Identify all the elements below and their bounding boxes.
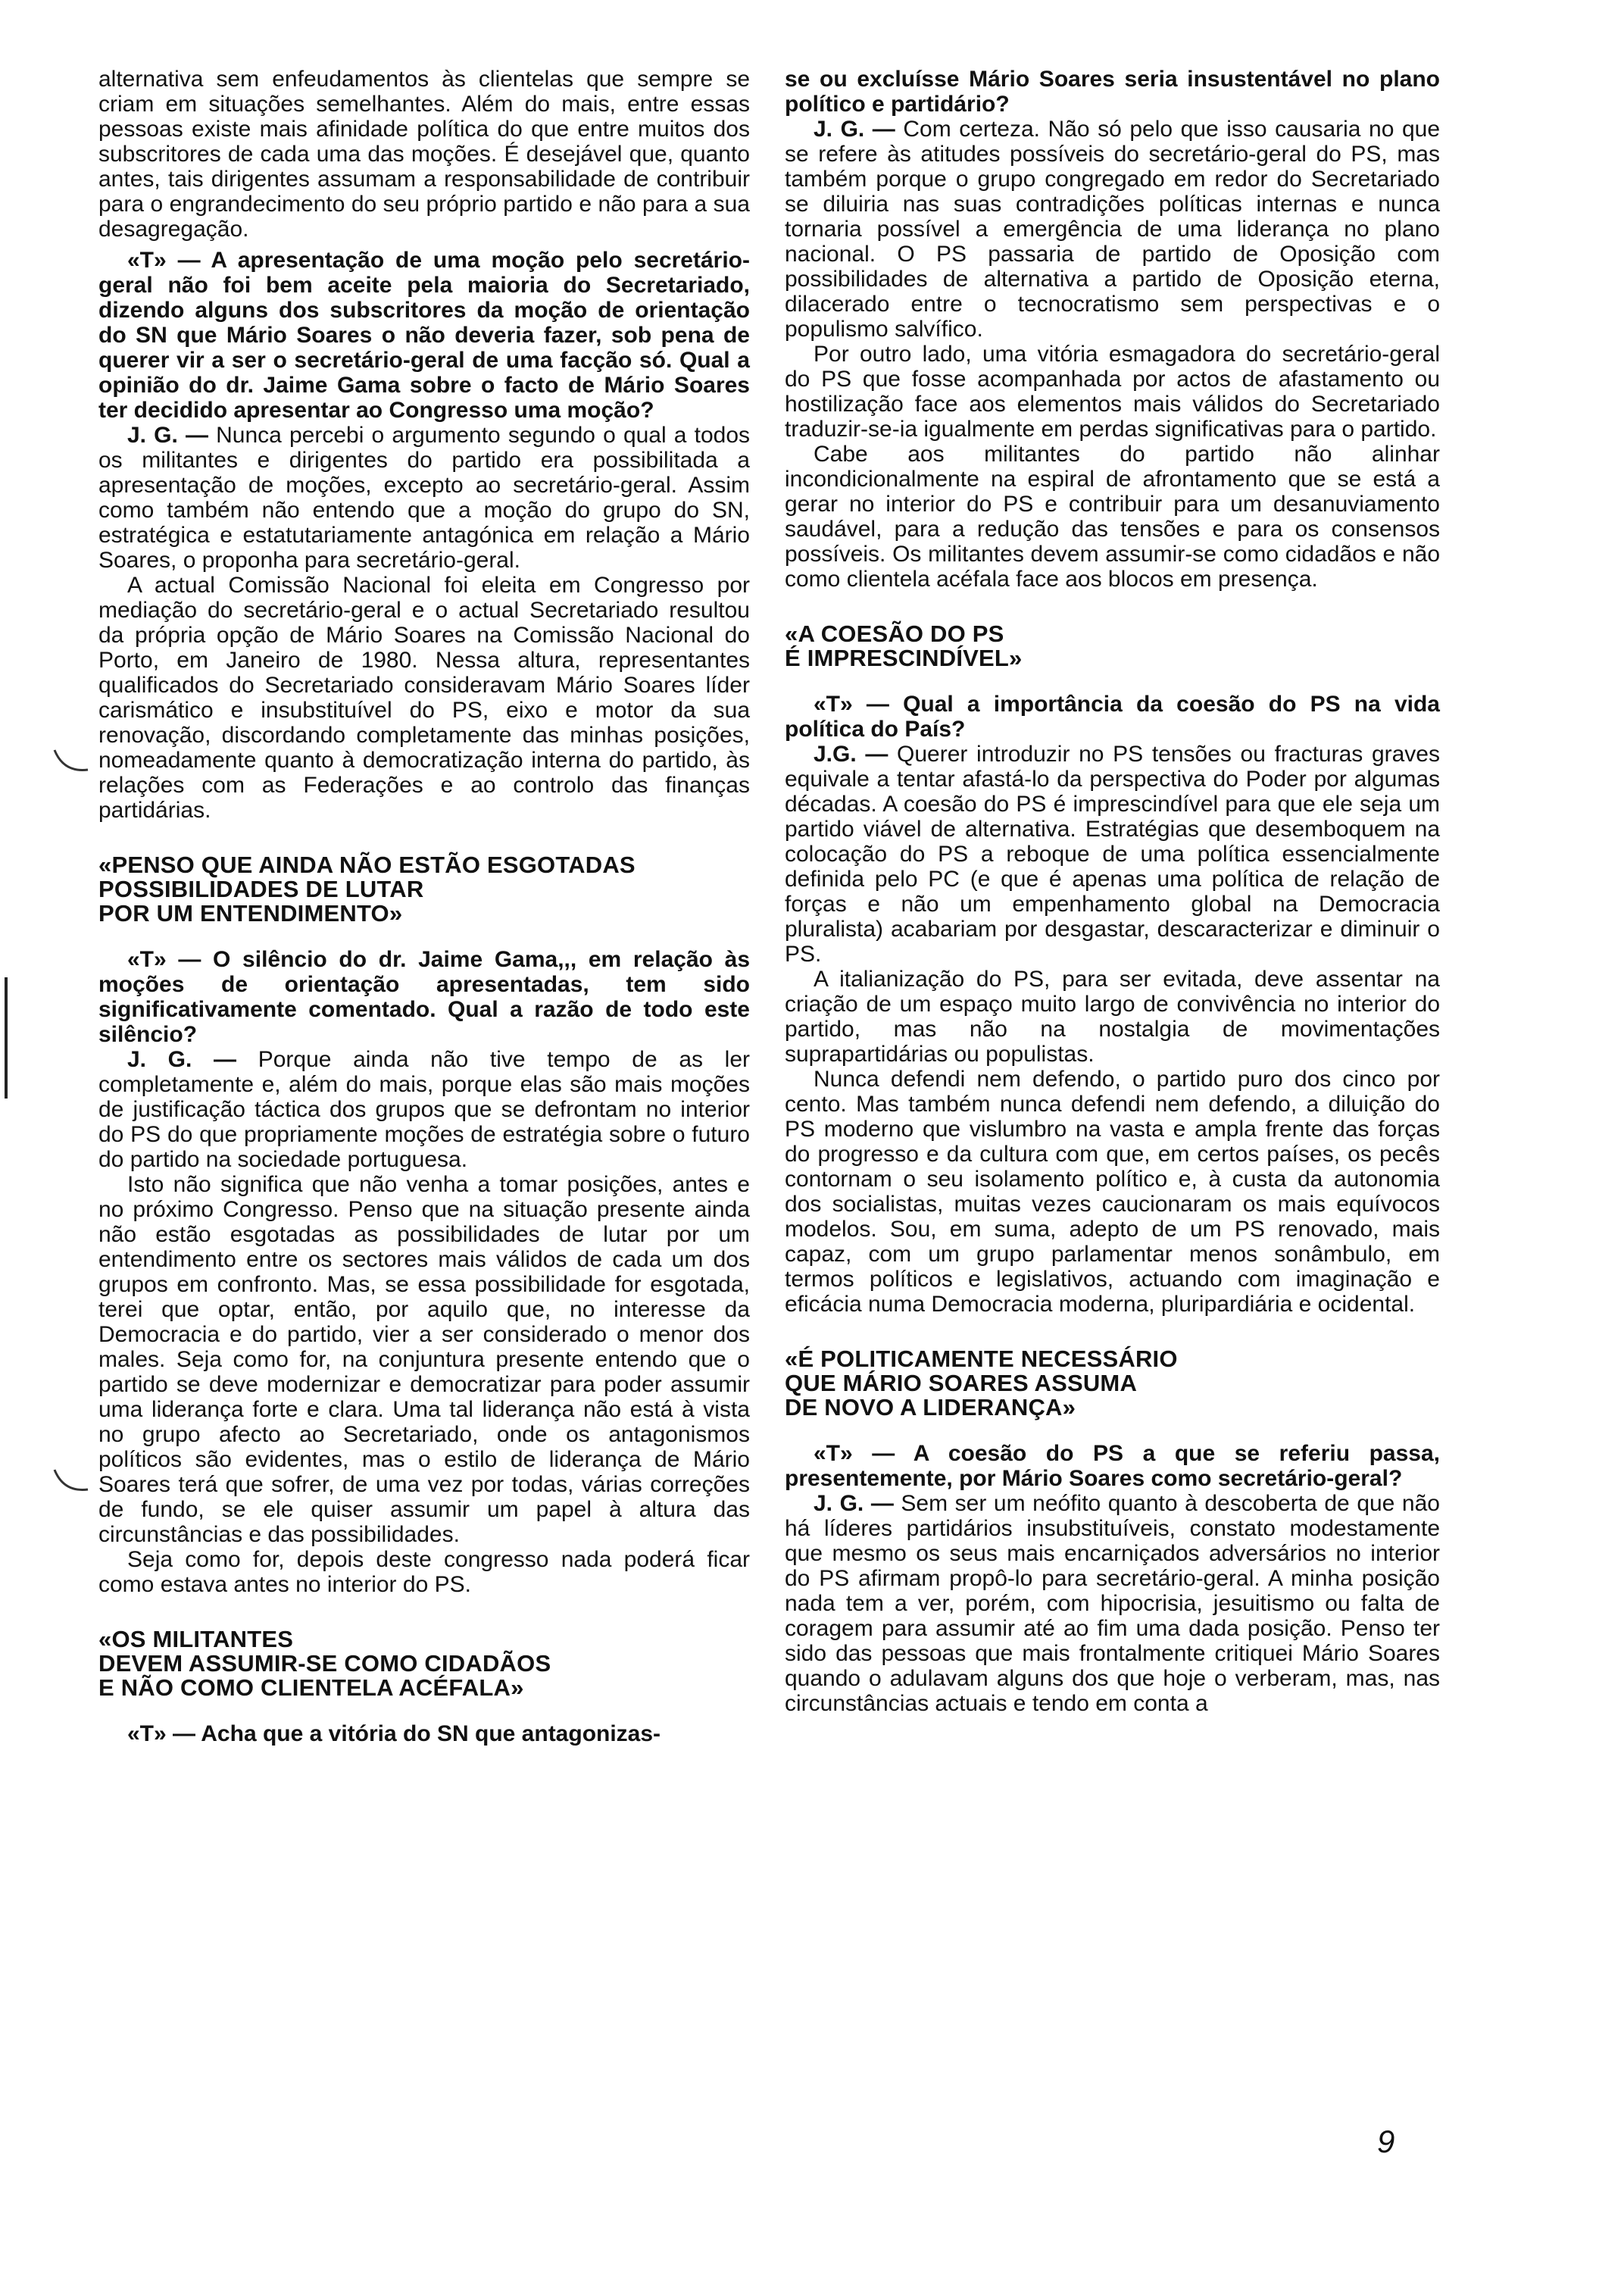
section-heading <box>98 1627 750 1700</box>
speaker-label: J. G. — <box>814 1491 894 1516</box>
section-heading <box>98 853 750 926</box>
heading-line: «A COESÃO DO PS <box>785 620 1004 647</box>
speaker-label: J. G. — <box>127 1047 237 1072</box>
paragraph: Isto não significa que não venha a tomar posições, antes e no próximo Congresso. Penso que na situação presente ainda não estão esgotadas as possibilidades de lutar por um entendimento entre os sectores mais válidos de cada um dos grupos em confronto. Mas, se essa possibilidade for esgotada, terei que optar, então, por aquilo que, no interesse da Democracia e do partido, vier a ser considerado o menor dos males. Seja como for, na conjuntura presente entendo que o partido se deve modernizar e democratizar para poder assumir uma liderança forte e clara. Uma tal liderança não está à vista no grupo afecto ao Secretariado, onde os antagonismos políticos são evidentes, mas o estilo de liderança de Mário Soares terá que sofrer, de uma vez por todas, várias correções de fundo, se ele quiser assumir um papel à altura das circunstâncias e das possibilidades. <box>98 1172 750 1547</box>
heading-line: DE NOVO A LIDERANÇA» <box>785 1394 1076 1421</box>
question-prefix: «T» — <box>127 947 201 972</box>
paragraph: Por outro lado, uma vitória esmagadora do secretário-geral do PS que fosse acompanhada por actos de afastamento ou hostilização face aos elementos mais válidos do Secretariado traduzir-se-ia igualmente em perdas significativas para o partido. <box>785 342 1440 442</box>
paragraph: Cabe aos militantes do partido não alinhar incondicionalmente na espiral de afrontamento que se está a gerar no interior do PS e contribuir para um desanuviamento saudável, para a redução das tensões e para os consensos possíveis. Os militantes devem assumir-se como cidadãos e não como clientela acéfala face aos blocos em presença. <box>785 442 1440 592</box>
binding-hole-mark <box>48 742 94 788</box>
paragraph: Seja como for, depois deste congresso nada poderá ficar como estava antes no interior do PS. <box>98 1547 750 1597</box>
question <box>98 1721 750 1746</box>
question <box>98 248 750 423</box>
right-column <box>785 67 1440 1716</box>
paragraph: A italianização do PS, para ser evitada, deve assentar na criação de um espaço muito largo de convivência no interior do partido, mas não na nostalgia de movimentações suprapartidárias ou populistas. <box>785 967 1440 1067</box>
answer <box>785 1491 1440 1716</box>
heading-line: «OS MILITANTES <box>98 1626 294 1652</box>
answer-text: Sem ser um neófito quanto à descoberta de que não há líderes partidários insubstituíveis, constato modestamente que mesmo os seus mais encarniçados adversários no interior do PS afirmam propô-lo para secretário-geral. A minha posição nada tem a ver, porém, com hipocrisia, jesuitismo ou falta de coragem para assumir até ao fim uma dada posição. Penso ter sido das pessoas que mais frontalmente critiquei Mário Soares quando o adulavam alguns dos que hoje o verberam, mas, nas circunstâncias actuais e tendo em conta a <box>785 1491 1440 1716</box>
answer <box>785 742 1440 967</box>
heading-line: QUE MÁRIO SOARES ASSUMA <box>785 1370 1138 1396</box>
heading-line: «PENSO QUE AINDA NÃO ESTÃO ESGOTADAS <box>98 852 636 878</box>
speaker-label: J. G. — <box>814 117 895 142</box>
heading-line: DEVEM ASSUMIR-SE COMO CIDADÃOS <box>98 1650 551 1677</box>
answer-text: Querer introduzir no PS tensões ou fracturas graves equivale a tentar afastá-lo da perspectiva do Poder por algumas décadas. A coesão do PS é imprescindível para que ele seja um partido viável de alternativa. Estratégias que desemboquem na colocação do PS a reboque de uma política essencialmente definida pelo PC (e que é apenas uma política de relação de forças e não um empenhamento global na Democracia pluralista) acabariam por desgastar, descaracterizar e diminuir o PS. <box>785 742 1440 967</box>
question-text: Acha que a vitória do SN que antagonizas- <box>201 1721 661 1746</box>
question-text: O silêncio do dr. Jaime Gama,,, em relação às moções de orientação apresentadas, tem sido significativamente comentado. Qual a razão de todo este silêncio? <box>98 947 750 1047</box>
paragraph: Nunca defendi nem defendo, o partido puro dos cinco por cento. Mas também nunca defendi nem defendo, a diluição do PS moderno que vislumbro na vasta e ampla frente das forças do progresso e da cultura com que, em certos países, os pecês contornam o seu isolamento político e, à custa da autonomia dos socialistas, muitas vezes caucionaram os mais equívocos modelos. Sou, em suma, adepto de um PS renovado, mais capaz, com um grupo parlamentar menos sonâmbulo, em termos políticos e legislativos, actuando com imaginação e eficácia numa Democracia moderna, pluripardiária e ocidental. <box>785 1067 1440 1317</box>
heading-line: POR UM ENTENDIMENTO» <box>98 900 403 927</box>
question <box>785 692 1440 742</box>
question-text: Qual a importância da coesão do PS na vida política do País? <box>785 692 1440 742</box>
heading-line: É IMPRESCINDÍVEL» <box>785 645 1023 671</box>
answer <box>98 1047 750 1172</box>
heading-line: POSSIBILIDADES DE LUTAR <box>98 876 424 902</box>
edge-scan-mark <box>3 977 11 1099</box>
question <box>785 1441 1440 1491</box>
answer <box>785 117 1440 342</box>
speaker-label: J. G. — <box>127 423 208 448</box>
answer <box>98 423 750 573</box>
question-text: A apresentação de uma moção pelo secretário-geral não foi bem aceite pela maioria do Secretariado, dizendo alguns dos subscritores da moção de orientação do SN que Mário Soares o não deveria fazer, sob pena de querer vir a ser o secretário-geral de uma facção só. Qual a opinião do dr. Jaime Gama sobre o facto de Mário Soares ter decidido apresentar ao Congresso uma moção? <box>98 248 750 423</box>
question-text: A coesão do PS a que se referiu passa, presentemente, por Mário Soares como secretário-geral? <box>785 1441 1440 1491</box>
section-heading <box>785 1347 1440 1420</box>
question-prefix: «T» — <box>127 248 201 273</box>
question-continuation: se ou excluísse Mário Soares seria insustentável no plano político e partidário? <box>785 67 1440 117</box>
heading-line: «É POLITICAMENTE NECESSÁRIO <box>785 1346 1178 1372</box>
question-prefix: «T» — <box>814 692 889 717</box>
page-number: 9 <box>1377 2124 1395 2159</box>
heading-line: E NÃO COMO CLIENTELA ACÉFALA» <box>98 1674 524 1701</box>
speaker-label: J.G. — <box>814 742 889 767</box>
paragraph: alternativa sem enfeudamentos às clientelas que sempre se criam em situações semelhantes. Além do mais, entre essas pessoas existe mais afinidade política do que entre muitos dos subscritores de cada uma das moções. É desejável que, quanto antes, tais dirigentes assumam a responsabilidade de contribuir para o engrandecimento do seu próprio partido e não para a sua desagregação. <box>98 67 750 242</box>
answer-text: Nunca percebi o argumento segundo o qual a todos os militantes e dirigentes do partido era possibilitada a apresentação de moções, excepto ao secretário-geral. Assim como também não entendo que a moção do grupo do SN, estratégica e estatutariamente antagónica em relação a Mário Soares, o proponha para secretário-geral. <box>98 423 751 573</box>
binding-hole-mark <box>48 1462 94 1508</box>
section-heading <box>785 622 1440 670</box>
answer-text: Com certeza. Não só pelo que isso causaria no que se refere às atitudes possíveis do secretário-geral do PS, mas também porque o grupo congregado em redor do Secretariado se diluiria nas suas contradições políticas internas e nunca tornaria possível a emergência de uma liderança no plano nacional. O PS passaria de partido de Oposição com possibilidades de alternativa a partido de Oposição eterna, dilacerado entre o tecnocratismo sem perspectivas e o populismo salvífico. <box>785 117 1441 342</box>
answer-text: Porque ainda não tive tempo de as ler completamente e, além do mais, porque elas são mais moções de justificação táctica dos grupos que se defrontam no interior do PS do que propriamente moções de estratégia sobre o futuro do partido na sociedade portuguesa. <box>98 1047 751 1172</box>
question <box>98 947 750 1047</box>
left-column <box>98 67 750 1746</box>
question-prefix: «T» — <box>814 1441 895 1466</box>
question-prefix: «T» — <box>127 1721 196 1746</box>
paragraph: A actual Comissão Nacional foi eleita em Congresso por mediação do secretário-geral e o actual Secretariado resultou da própria opção de Mário Soares na Comissão Nacional do Porto, em Janeiro de 1980. Nessa altura, representantes qualificados do Secretariado consideravam Mário Soares líder carismático e insubstituível do PS, eixo e motor da sua renovação, discordando completamente das minhas posições, nomeadamente quanto à democratização interna do partido, às relações com as Federações e ao controlo das finanças partidárias. <box>98 573 750 823</box>
